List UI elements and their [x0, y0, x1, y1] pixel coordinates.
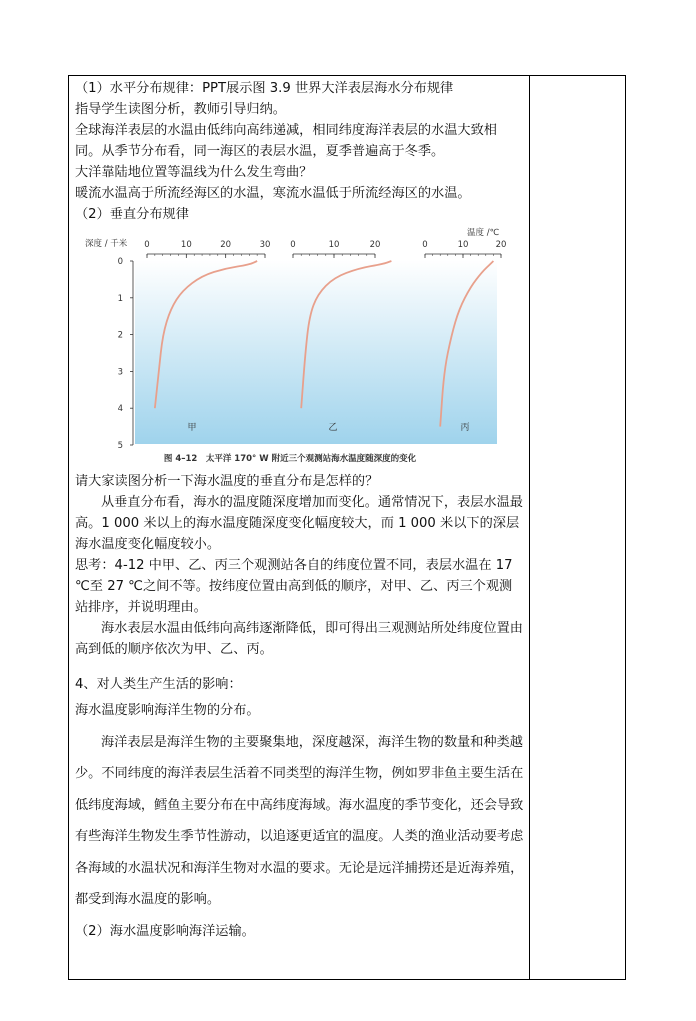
depth-ticks: [118, 257, 133, 451]
section-heading: 4、对人类生产生活的影响：: [75, 677, 242, 692]
paragraph: 海水温度影响海洋生物的分布。: [75, 703, 260, 718]
temperature-tick-label: 0: [422, 240, 428, 250]
paragraph: 思考：4-12 中甲、乙、丙三个观测站各自的纬度位置不同，表层水温在 17 ℃至 27 ℃之间不等。按纬度位置由高到低的顺序，对甲、乙、丙三个观测站排序，并说明理由。: [75, 558, 513, 615]
depth-tick-label: 4: [117, 404, 123, 415]
lesson-content: [75, 78, 525, 947]
station-label: 乙: [328, 423, 338, 433]
text-line: 指导学生读图分析，教师引导归纳。: [75, 102, 286, 117]
paragraph: 海洋表层是海洋生物的主要聚集地，深度越深，海洋生物的数量和种类越少。不同纬度的海洋表层生活着不同类型的海洋生物，例如罗非鱼主要生活在低纬度海域，鳕鱼主要分布在中高纬度海域。海水温度的季节变化，还会导致有些海洋生物发生季节性游动，以追逐更适宜的温度。人类的渔业活动要考虑各海域的水温状况和海洋生物对水温的要求。无论是远洋捕捞还是近海养殖，都受到海水温度的影响。: [75, 734, 524, 907]
depth-tick-label: 1: [117, 293, 123, 304]
section-heading: （2）垂直分布规律: [75, 207, 189, 222]
station-label: 丙: [460, 423, 470, 433]
station-label: 甲: [187, 423, 197, 433]
figure-svg: [75, 227, 515, 467]
temperature-tick-label: 10: [328, 240, 340, 250]
paragraph: 从垂直分布看，海水的温度随深度增加而变化。通常情况下，表层水温最高。1 000 米以上的海水温度随深度变化幅度较大，而 1 000 米以下的深层海水温度变化幅度较小。: [75, 495, 523, 552]
temperature-tick-label: 20: [220, 240, 232, 250]
text-line: 暖流水温高于所流经海区的水温，寒流水温低于所流经海区的水温。: [75, 186, 471, 201]
text-line: 同。从季节分布看，同一海区的表层水温，夏季普遍高于冬季。: [75, 144, 445, 159]
text-line: （1）水平分布规律：PPT展示图 3.9 世界大洋表层海水分布规律: [75, 81, 454, 96]
depth-tick-label: 0: [117, 257, 123, 267]
figure-caption: 图 4–12 太平洋 170° W 附近三个观测站海水温度随深度的变化: [163, 454, 417, 464]
temperature-tick-label: 0: [144, 240, 150, 250]
x-axis-label: 温度 /℃: [467, 228, 500, 238]
temperature-tick-label: 0: [290, 240, 296, 250]
text-line: 大洋靠陆地位置等温线为什么发生弯曲？: [75, 165, 313, 180]
depth-tick-label: 3: [117, 367, 123, 378]
text-line: 全球海洋表层的水温由低纬向高纬递减，相同纬度海洋表层的水温大致相: [75, 123, 497, 138]
temperature-tick-label: 10: [180, 240, 192, 250]
temperature-depth-figure: [75, 227, 515, 467]
column-divider: [529, 76, 530, 979]
depth-tick-label: 5: [117, 441, 123, 451]
temperature-tick-label: 10: [457, 240, 469, 250]
paragraph: 海水表层水温由低纬向高纬逐渐降低，即可得出三观测站所处纬度位置由高到低的顺序依次为甲、乙、丙。: [75, 621, 523, 657]
table-frame: [68, 75, 626, 980]
depth-tick-label: 2: [117, 330, 123, 341]
y-axis-label: 深度 / 千米: [85, 239, 128, 249]
temperature-tick-label: 20: [369, 240, 381, 250]
temperature-tick-label: 30: [259, 240, 271, 250]
water-background: [135, 260, 497, 444]
section-heading: （2）海水温度影响海洋运输。: [75, 923, 255, 939]
question-line: 请大家读图分析一下海水温度的垂直分布是怎样的？: [75, 474, 379, 489]
temperature-tick-label: 20: [495, 240, 507, 250]
